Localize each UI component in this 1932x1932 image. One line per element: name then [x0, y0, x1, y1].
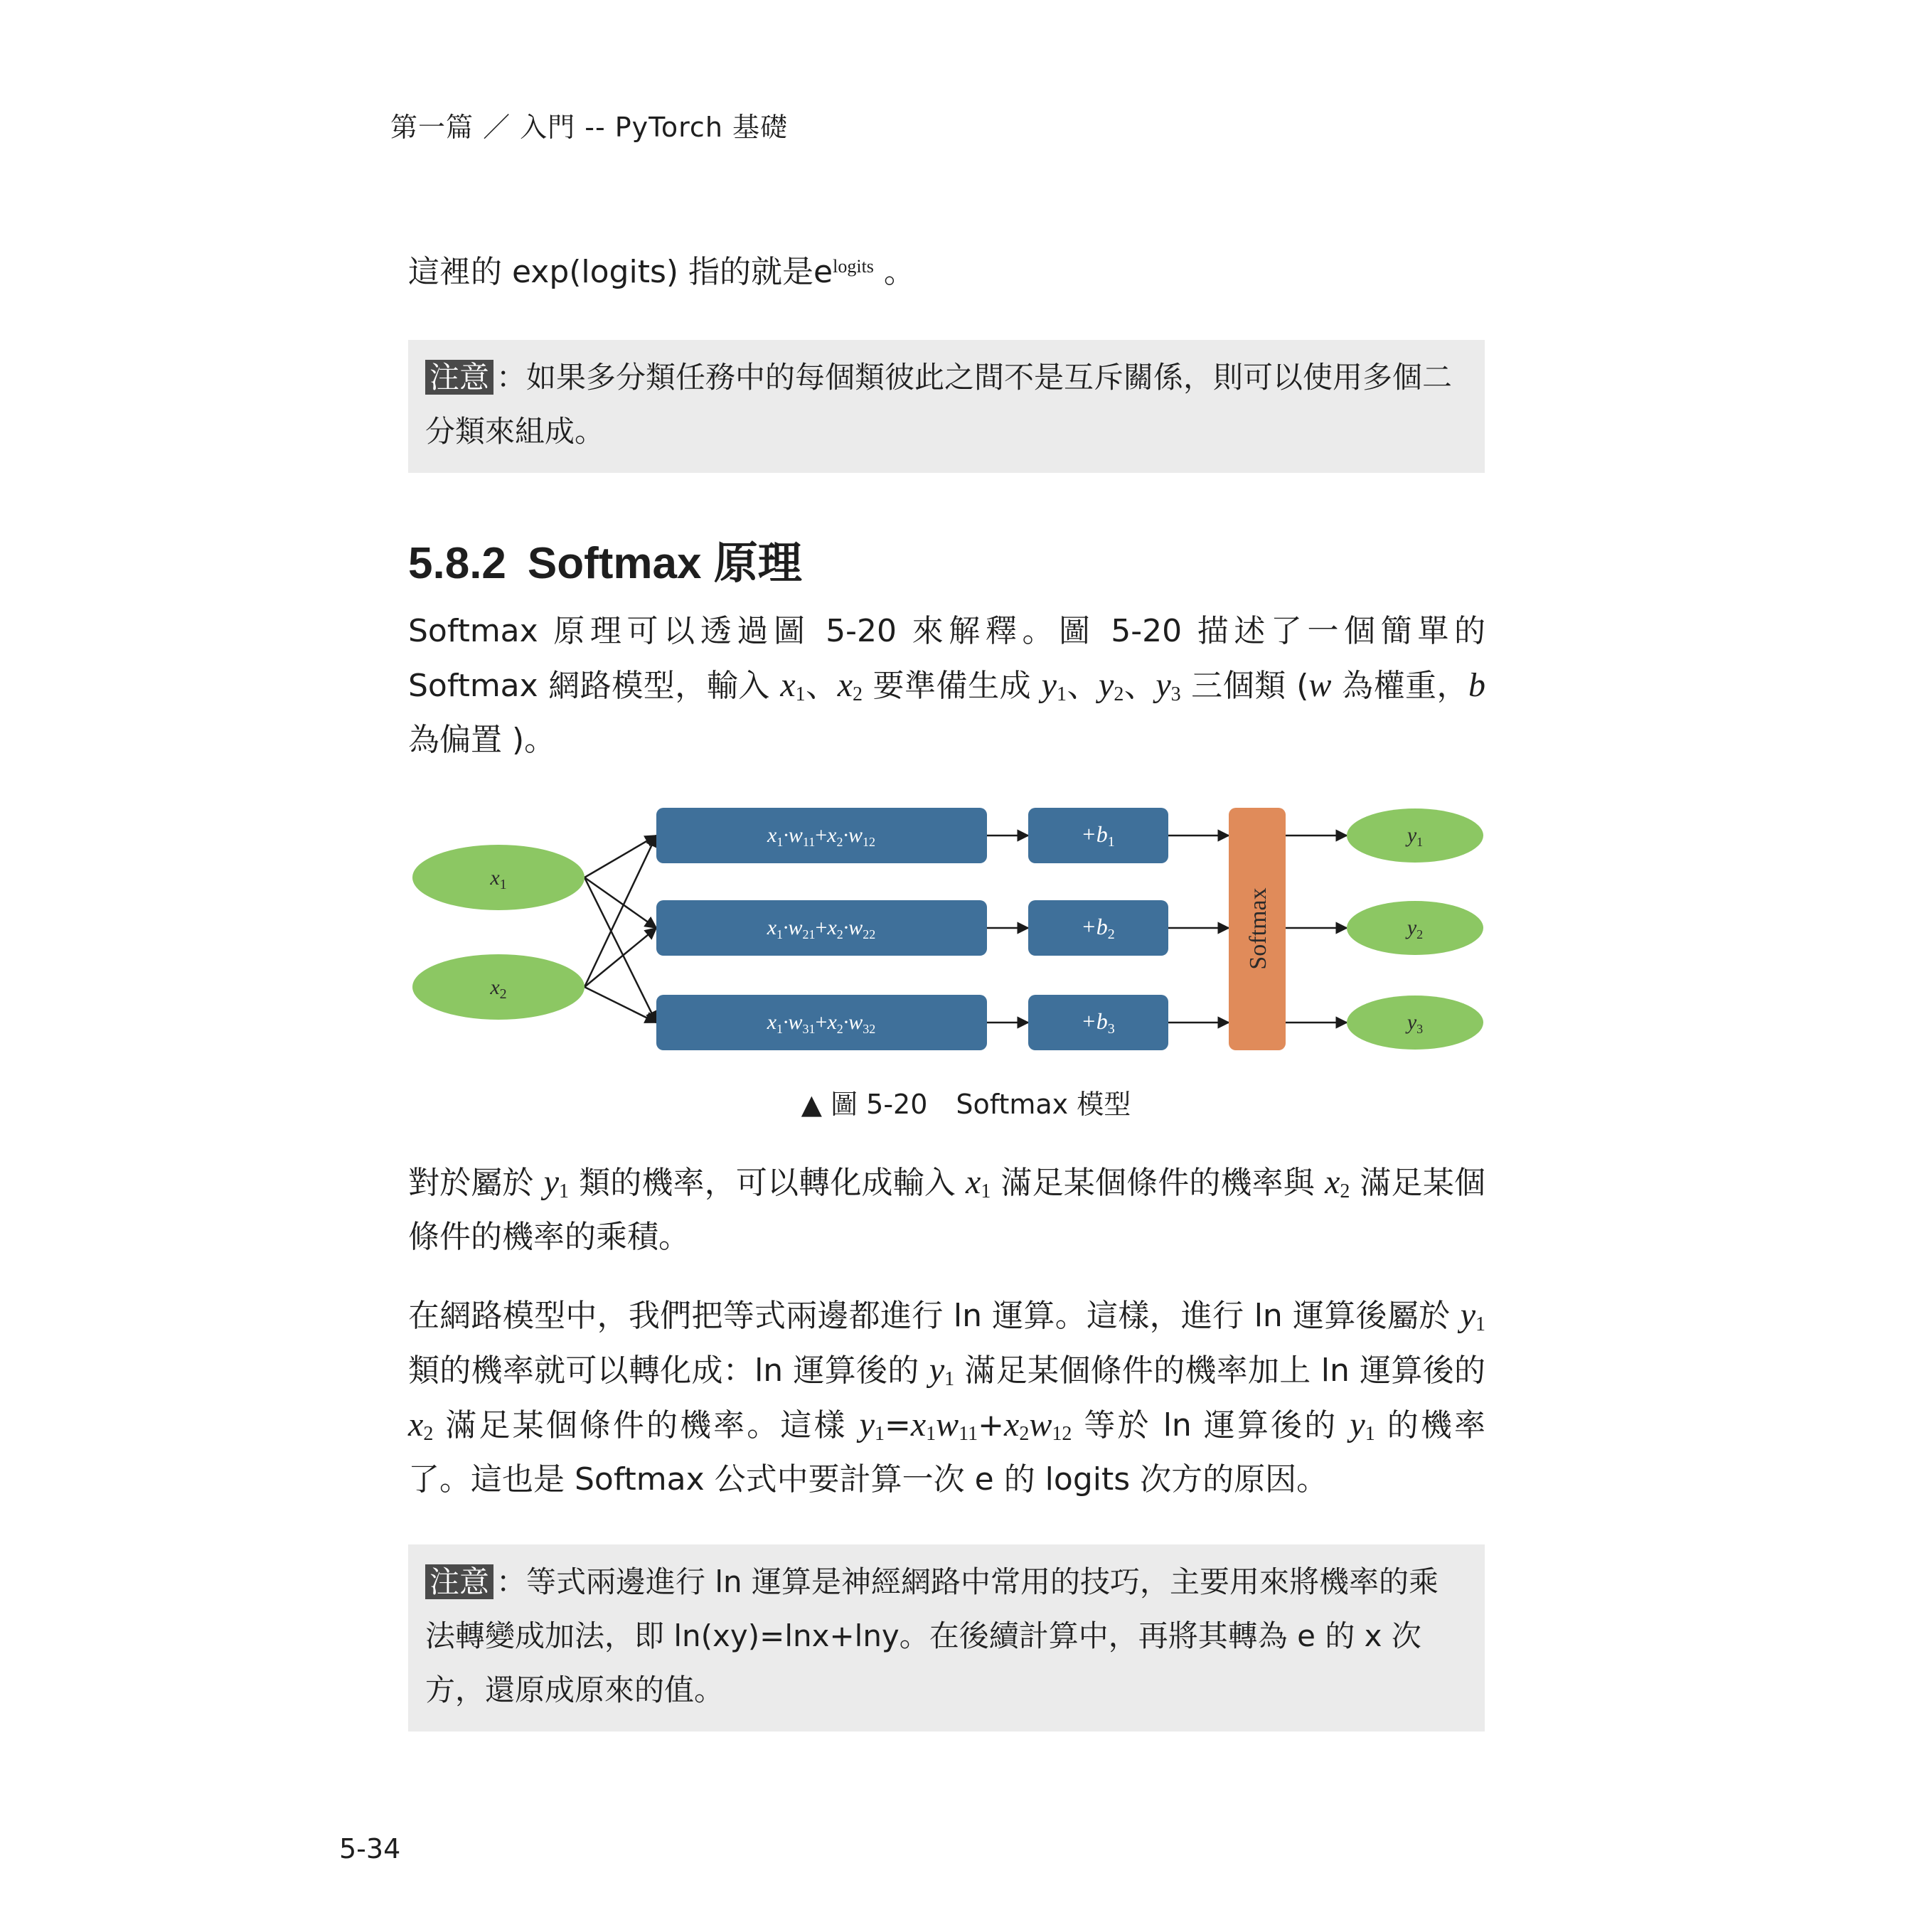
arrow [585, 836, 656, 987]
intro-paragraph: 這裡的 exp(logits) 指的就是$e^{logits}$ 。 [408, 254, 915, 290]
section-title-text: Softmax 原理 [527, 539, 802, 588]
output-label-y3: $y_3$ [1407, 1010, 1424, 1036]
arrow [585, 877, 656, 1023]
paragraph-1: Softmax 原理可以透過圖 5-20 來解釋。圖 5-20 描述了一個簡單的 Softmax 網路模型，輸入 $x_1$、$x_2$ 要準備生成 $y_1$、$y_2$、$y_3$ 三個類 (w 為權重，b 為偏置 )。 [408, 613, 1486, 758]
sum-label-2: $x_1\cdot w_{21}+x_2\cdot w_{22}$ [767, 916, 876, 941]
arrow [585, 928, 656, 987]
arrow [585, 877, 656, 928]
caption-figure-number: 圖 5-20 [831, 1089, 928, 1120]
bias-label-1: +b1 [1081, 821, 1115, 850]
input-label-x1: $x_1$ [490, 866, 507, 892]
figure-caption [0, 1082, 1932, 1121]
output-label-y2: $y_2$ [1407, 916, 1424, 941]
softmax-label: Softmax [1245, 887, 1271, 970]
sum-box-3 [656, 995, 987, 1050]
note-text: ：如果多分類任務中的每個類彼此之間不是互斥關係，則可以使用多個二分類來組成。 [425, 360, 1453, 449]
sum-label-1: $x_1\cdot w_{11}+x_2\cdot w_{12}$ [767, 823, 875, 849]
sum-label-3: $x_1\cdot w_{31}+x_2\cdot w_{32}$ [767, 1010, 876, 1036]
note-box-2 [408, 1544, 1485, 1731]
arrow [585, 987, 656, 1023]
input-label-x2: $x_2$ [490, 976, 507, 1002]
section-number: 5.8.2 [408, 539, 506, 588]
bias-label-2: +b2 [1081, 914, 1115, 942]
running-header: 第一篇 ／ 入門 -- PyTorch 基礎 [390, 112, 788, 143]
paragraph-3: 在網路模型中，我們把等式兩邊都進行 ln 運算。這樣，進行 ln 運算後屬於 $y_1$ 類的機率就可以轉化成：ln 運算後的 $y_1$ 滿足某個條件的機率加上 ln 運算後的 $x_2$ 滿足某個條件的機率。這樣 $y_1=x_1w_{11}+x_2w_{12}$ 等於 ln 運算後的 $y_1$ 的機率了。這也是 Softmax 公式中要計算一次 e 的 logits 次方的原因。 [408, 1296, 1485, 1498]
bias-label-3: +b3 [1081, 1008, 1115, 1037]
softmax-block [1229, 808, 1286, 1050]
sum-box-2 [656, 900, 987, 956]
note-label: 注意 [425, 1564, 493, 1599]
paragraph-2: 對於屬於 $y_1$ 類的機率，可以轉化成輸入 $x_1$ 滿足某個條件的機率與 $x_2$ 滿足某個條件的機率的乘積。 [408, 1163, 1485, 1255]
caption-marker: ▲ [801, 1089, 822, 1120]
caption-title: Softmax 模型 [956, 1089, 1131, 1120]
page-number: 5-34 [339, 1833, 401, 1864]
note-text: ：等式兩邊進行 ln 運算是神經網路中常用的技巧，主要用來將機率的乘法轉變成加法，即 ln(xy)=lnx+lny。在後續計算中，再將其轉為 e 的 x 次方，還原成原來的值。 [425, 1564, 1439, 1707]
bias-box-3 [1028, 995, 1168, 1050]
sum-box-1 [656, 808, 987, 863]
note-label: 注意 [425, 360, 493, 395]
output-label-y1: $y_1$ [1407, 823, 1424, 849]
bias-box-2 [1028, 900, 1168, 956]
bias-box-1 [1028, 808, 1168, 863]
